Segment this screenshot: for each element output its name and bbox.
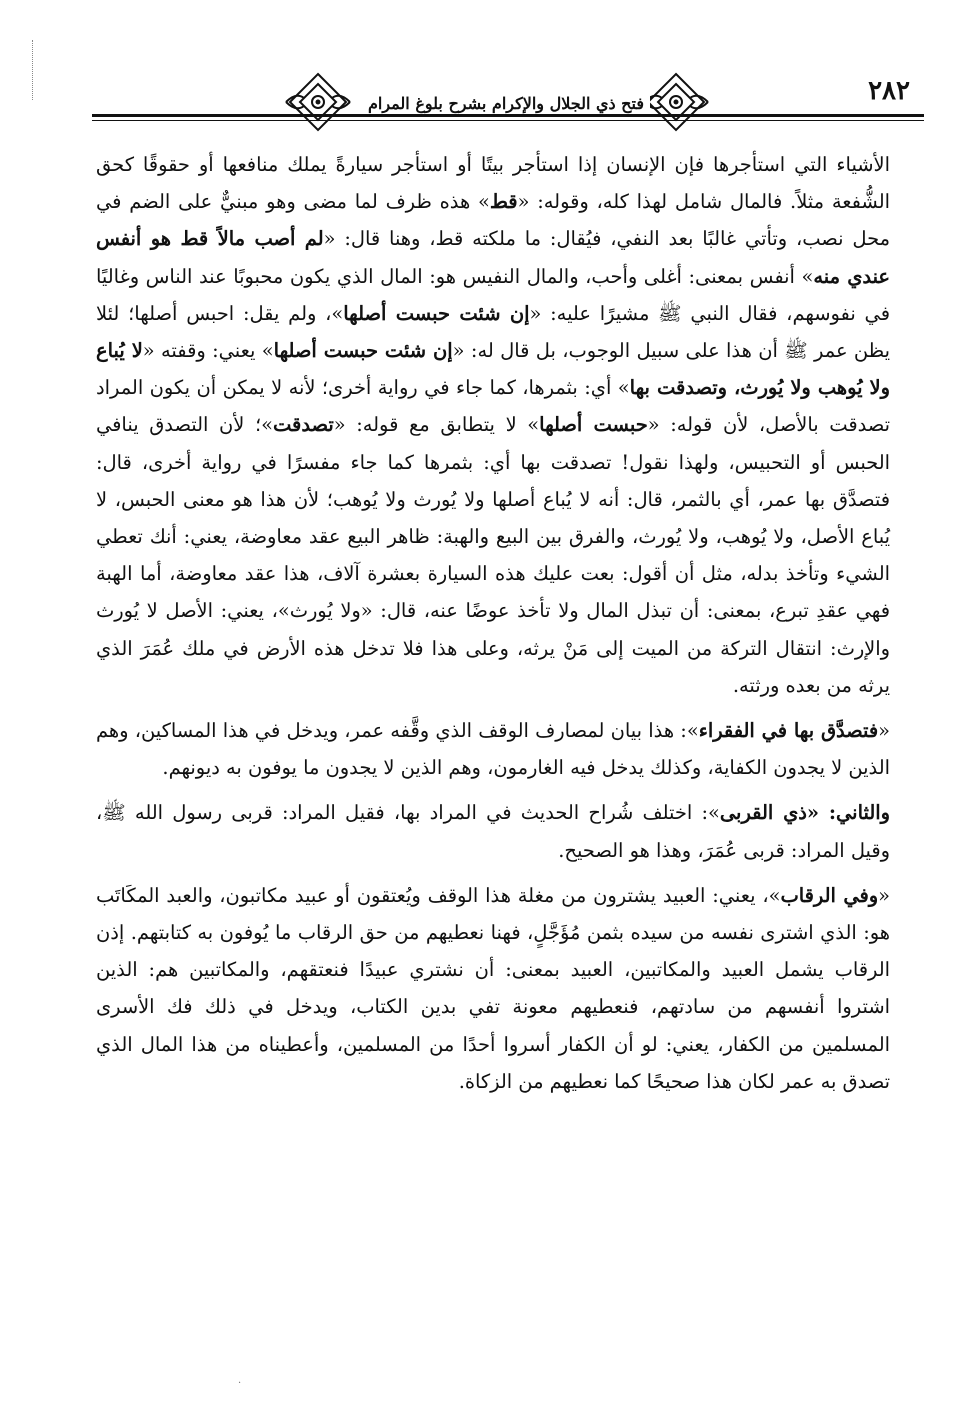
bold-quote: إن شئت حبست أصلها <box>273 339 453 363</box>
margin-mark <box>32 40 43 100</box>
text-run: » أي: بثمرها، كما جاء في رواية أخرى؛ لأنه لا يمكن أن يكون المراد تصدقت بالأصل، لأن قوله: « <box>96 376 890 437</box>
bold-quote: إن شئت حبست أصلها <box>343 301 530 325</box>
text-run: »؛ لأن التصدق ينافي الحبس أو التحبيس، ولهذا نقول! تصدقت بها أي: بثمرها كما جاء مفسرًا في رواية أخرى، قال: فتصدَّق بها عمر، أي بالثمر، قال: أنه لا يُباع أصلها ولا يُورث ولا يُوهب؛ لأن هذا هو معنى الحبس، لا يُباع الأصل، ولا يُوهب، ولا يُورث، والفرق بين البيع والهبة: ظاهر البيع عقد معاوضة، يعني: أنك تعطي الشيء وتأخذ بدله، مثل أن أقول: بعت عليك هذه السيارة بعشرة آلاف، هذا عقد معاوضة، أما الهبة فهي عقدِ تبرع، بمعنى: أن تبذل المال ولا تأخذ عوضًا عنه، قال: «ولا يُورث»، يعني: الأصل لا يُورث والإرث: انتقال التركة من الميت إلى مَنْ يرثه، وعلى هذا فلا تدخل هذه الأرض في ملك عُمَرَ الذي يرثه من بعده ورثته. <box>96 413 890 697</box>
text-run: »: هذا بيان لمصارف الوقف الذي وقَّفه عمر، ويدخل في هذا المساكين، وهم الذين لا يجدون الكفاية، وكذلك يدخل فيه الغارمون، وهم الذين لا يجدون ما يوفون به ديونهم. <box>96 719 890 780</box>
text-run: » هذه ظرف لما مضى وهو مبنيٌّ على الضم في محل نصب، وتأتي غالبًا بعد النفي، فيُقال: ما ملكته قط، وهنا قال: « <box>96 190 890 251</box>
bold-quote: حبست أصلها <box>539 413 648 437</box>
header-rule <box>92 114 924 117</box>
header-rule-thin <box>92 120 924 121</box>
bottom-mark: · <box>238 1378 242 1389</box>
text-run: « <box>878 719 890 743</box>
text-run: » يعني: وقفته « <box>142 339 274 363</box>
paragraph <box>96 794 890 868</box>
bold-quote: قط <box>489 190 518 214</box>
bold-quote: ذي القربى <box>719 801 807 825</box>
text-run: » أنفس بمعنى: أغلى وأحب، والمال النفيس هو: المال الذي يكون محبوبًا عند الناس وغاليًا في نفوسهم، فقال النبي ﷺ مشيرًا عليه: « <box>96 264 890 325</box>
ornament-right-icon <box>640 70 712 134</box>
text-run: »: اختلف شُراح الحديث في المراد بها، فقيل المراد: قربى رسول الله ﷺ، وقيل المراد: قربى عُمَرَ، وهذا هو الصحيح. <box>96 801 890 862</box>
paragraph <box>96 712 890 786</box>
text-run: » لا يتطابق مع قوله: « <box>333 413 540 437</box>
running-title: فتح ذي الجلال والإكرام بشرح بلوغ المرام <box>362 94 650 113</box>
ornament-left-icon <box>282 70 354 134</box>
text-run: « <box>878 883 890 907</box>
text-run: »، يعني: العبيد يشترون من مغلة هذا الوقف ويُعتقون أو عبيد مكاتبون، والعبد المكَاتَب هو: الذي اشترى نفسه من سيده بثمن مُؤَجَّلٍ، فهنا نعطيهم من حق الرقاب ما يُوفون به كتابتهم. إذن الرقاب يشمل العبيد والمكاتبين، العبيد بمعنى: أن نشتري عبيدًا فنعتقهم، والمكاتبين هم: الذين اشتروا أنفسهم من سادتهم، فنعطيهم معونة تفي بدين الكتاب، ويدخل في ذلك فك الأسرى المسلمين من الكفار، يعني: لو أن الكفار أسروا أحدًا من المسلمين، وأعطيناه من هذا المال الذي تصدق به عمر لكان هذا صحيحًا كما نعطيهم من الزكاة. <box>96 883 890 1093</box>
text-run: الأشياء التي استأجرها فإن الإنسان إذا استأجر بيتًا أو استأجر سيارةً يملك منافعها أو حقوقًا كحق الشُّفعة مثلاً. فالمال شامل لهذا كله، وقوله: « <box>96 153 890 214</box>
paragraph <box>96 146 890 704</box>
page-header <box>92 64 924 140</box>
text-run: »، ولم يقل: احبس أصلها؛ لئلا يظن عمر ﷺ أن هذا على سبيل الوجوب، بل قال له: « <box>96 301 890 363</box>
bold-quote: وفي الرقاب <box>780 883 879 907</box>
bold-quote: فتصدَّق بها في الفقراء <box>698 719 879 743</box>
body-text <box>96 146 890 1108</box>
paragraph <box>96 877 890 1100</box>
bold-quote: والثاني: « <box>806 801 890 825</box>
page-number: ٢٨٢ <box>868 76 910 106</box>
bold-quote: تصدقت <box>273 413 334 437</box>
bold-quote: لم أصب مالاً قط هو أنفس عندي منه <box>96 227 890 288</box>
bold-quote: لا يُباع ولا يُوهب ولا يُورث، وتصدقت بها <box>96 339 890 400</box>
